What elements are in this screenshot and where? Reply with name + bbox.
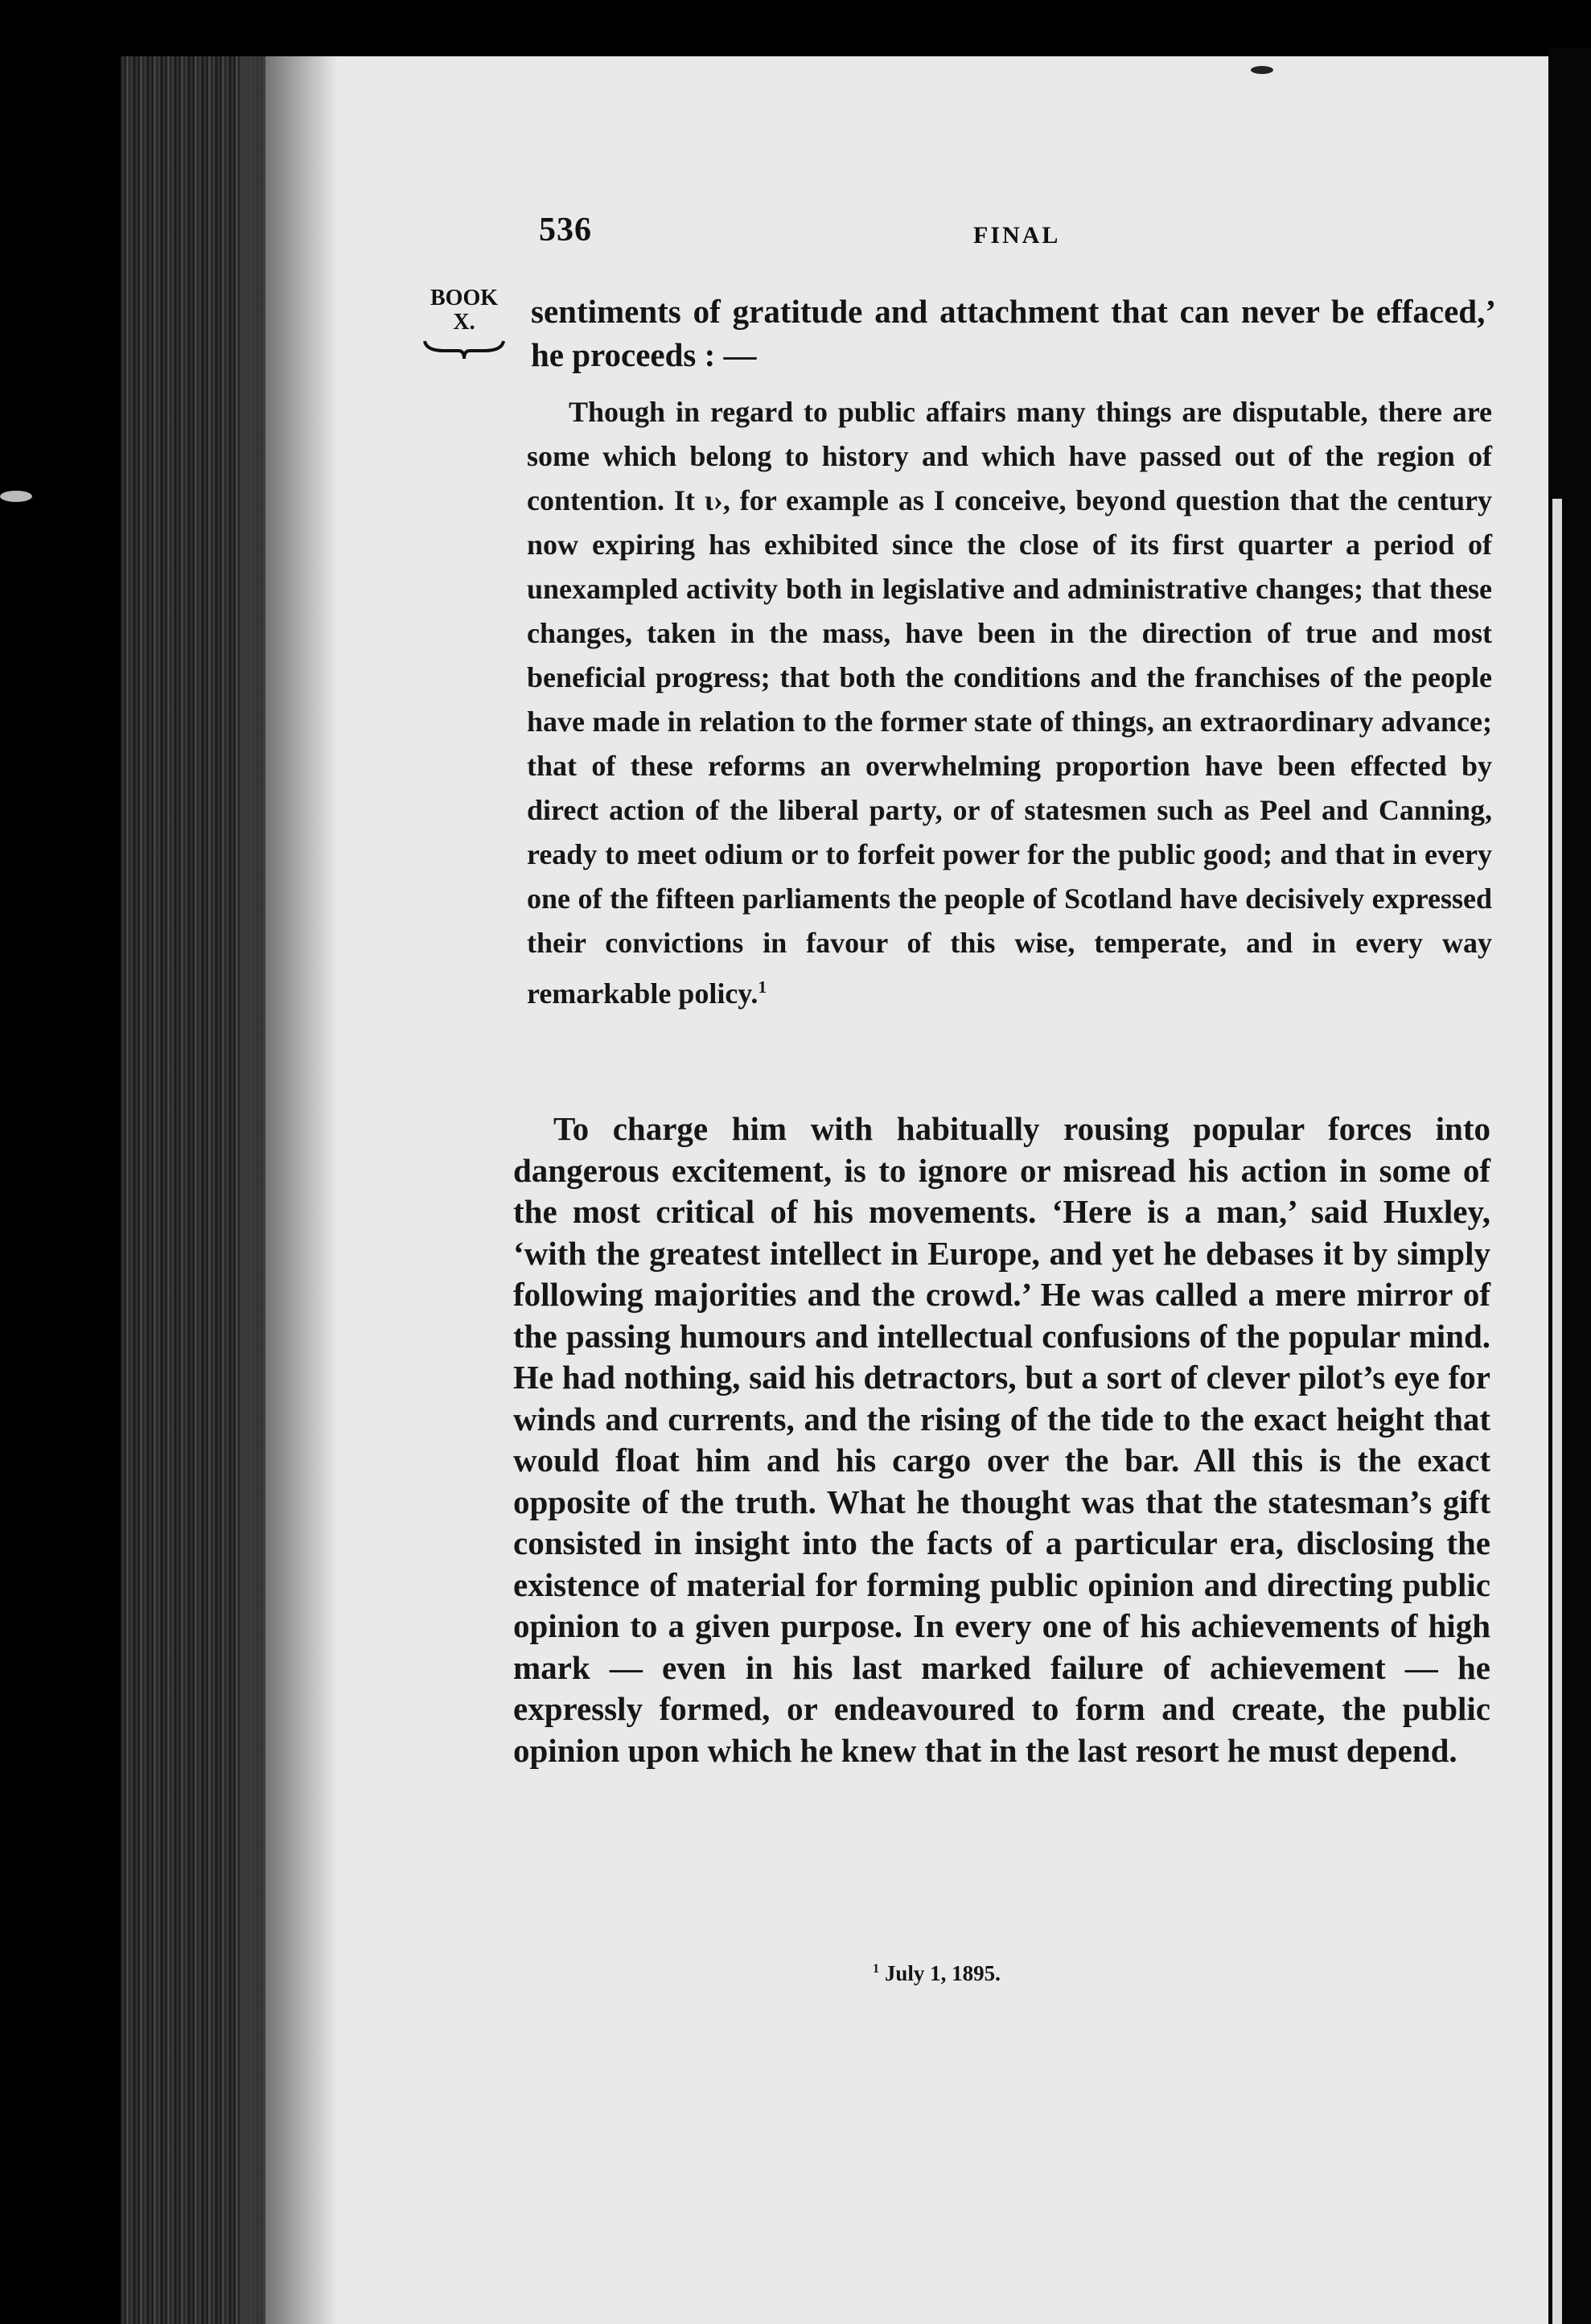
brace-icon (420, 338, 508, 362)
running-head: FINAL (973, 222, 1061, 249)
footnote-reference: 1 (758, 977, 767, 997)
page-number: 536 (539, 212, 592, 249)
footnote-marker: 1 (873, 1961, 880, 1976)
quoted-passage-text: Though in regard to public affairs many things are disputable, there are some which belong to history and which have passed out of the region of contention. It ɩ›, for example as I conceive, beyond question that the century now expiring has exhibited since the close of its first quarter a period of unexampled activity both in legislative and administrative changes; that these changes, taken in the mass, have been in the direction of true and most beneficial progress; that both the conditions and the franchises of the people have made in relation to the former state of things, an extraordinary advance; that of these reforms an overwhelming proportion have been effected by direct action of the liberal party, or of statesmen such as Peel and Canning, ready to meet odium or to forfeit power for the public good; and that in every one of the fifteen parliaments the people of Scotland have decisively expressed their convictions in favour of this wise, temperate, and in every way remarkable policy. (527, 396, 1492, 1010)
gutter-shadow (241, 56, 338, 2324)
margin-note-book-label: BOOK (430, 286, 498, 311)
margin-note-book (420, 286, 508, 362)
quoted-passage (527, 390, 1492, 1016)
body-paragraph: To charge him with habitually rousing popular forces into dangerous excitement, is to ignore or misread his action in some of the most critical of his movements. ‘Here is a man,’ said Huxley, ‘with the greatest intellect in Europe, and yet he debases it by simply following majorities and the crowd.’ He was called a mere mirror of the passing humours and intellectual confusions of the popular mind. He had nothing, said his detractors, but a sort of clever pilot’s eye for winds and currents, and the rising of the tide to the exact height that would float him and his cargo over the bar. All this is the exact opposite of the truth. What he thought was that the statesman’s gift consisted in insight into the facts of a particular era, disclosing the existence of material for forming public opinion and directing public opinion to a given purpose. In every one of his achievements of high mark — even in his last marked failure of achievement — he expressly formed, or endeavoured to form and create, the public opinion upon which he knew that in the last resort he must depend. (513, 1110, 1490, 1769)
next-page-edge (1552, 499, 1562, 2324)
page-header (539, 211, 1488, 259)
lead-paragraph: sentiments of gratitude and attachment that can never be effaced,’ he proceeds : — (531, 293, 1496, 373)
margin-note-book-number: X. (453, 310, 475, 335)
scan-artifact (0, 491, 32, 502)
scan-speck (1251, 66, 1273, 74)
footnote-text: July 1, 1895. (884, 1961, 1001, 1985)
footnote (873, 1961, 1001, 1986)
